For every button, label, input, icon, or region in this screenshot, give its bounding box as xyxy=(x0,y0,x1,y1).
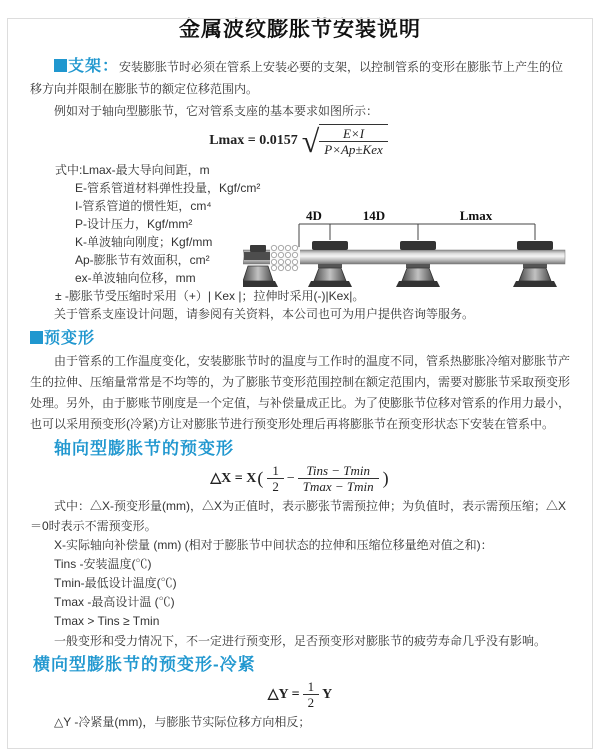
section-square-icon xyxy=(54,59,67,72)
lateral-numerator: 1 xyxy=(303,679,320,695)
formula-axial-prestrain xyxy=(0,463,600,494)
temp-denominator: Tmax − Tmin xyxy=(302,479,374,494)
support-example-line: 例如对于轴向型膨胀节，它对管系支座的基本要求如图所示： xyxy=(54,104,379,118)
support-intro-text: 安装膨胀节时必须在管系上安装必要的支架，以控制管系的变形在膨胀节上产生的位移方向并限制在膨胀节的额定位移范围内。 xyxy=(30,60,564,96)
axial-note-1-text: 式中：△X-预变形量(mm)，△X为正值时，表示膨张节需预拉伸；为负值时，表示需预压缩；△X＝0时表示不需预变形。 xyxy=(30,499,566,533)
formula-axial-temp-fraction xyxy=(298,463,379,494)
support-closing-line: 关于管系支座设计问题，请参阅有关资料，本公司也可为用户提供咨询等服务。 xyxy=(54,307,475,321)
definition-line: I-管系管道的惯性矩，cm⁴ xyxy=(75,199,212,213)
formula-lmax-lhs: Lmax = 0.0157 xyxy=(209,132,298,148)
prestrain-paragraph: 由于管系的工作温度变化，安装膨胀节时的温度与工作时的温度不同，管系热膨胀冷缩对膨胀节产生的拉伸、压缩量常常是不均等的，为了膨胀节变形范围控制在额定范围内，需要对膨胀节采取预变形处理。另外，由于膨账节刚度是一个定值，与补偿量成正比。为了使膨胀节位移对管系的作用力最小，也可以采用预变形(冷紧)方让对膨胀节进行预变形处理后再将膨胀节在预变形状态下安装在管系中。 xyxy=(30,354,571,431)
dimension-label-lmax: Lmax xyxy=(459,210,493,223)
formula-lmax xyxy=(0,124,600,157)
document-page xyxy=(0,16,600,753)
axial-definition-line: Tins -安装温度(℃) xyxy=(54,557,152,571)
prestrain-section xyxy=(0,351,600,435)
half-numerator: 1 xyxy=(267,463,284,479)
prestrain-section-heading xyxy=(0,329,600,349)
formula-lmax-fraction xyxy=(319,124,388,157)
section-square-icon xyxy=(30,331,43,344)
definition-line: Ap-膨胀节有效面积，cm² xyxy=(75,253,210,267)
formula-lateral-coldpull xyxy=(0,679,600,710)
lateral-note xyxy=(0,712,600,732)
formula-lmax-numerator: E×I xyxy=(319,126,388,142)
prestrain-heading-text: 预变形 xyxy=(44,330,96,347)
axial-subsection-heading: 轴向型膨胀节的预变形 xyxy=(54,439,234,458)
pipe-support-diagram xyxy=(243,210,590,305)
definition-line: ± -膨胀节受压缩时采用（+）| Kex |；拉伸时采用(-)|Kex|。 xyxy=(55,289,365,303)
dimension-label-14d: 14D xyxy=(362,210,386,223)
support-intro-paragraph xyxy=(30,56,570,100)
axial-note-1 xyxy=(0,496,600,536)
minus-operator: − xyxy=(286,470,295,486)
axial-note-2 xyxy=(0,631,600,651)
support-section xyxy=(0,56,600,122)
axial-definition-line: Tmax > Tins ≥ Tmin xyxy=(54,614,160,628)
half-denominator: 2 xyxy=(272,479,279,494)
lateral-subsection-heading: 横向型膨胀节的预变形-冷紧 xyxy=(33,655,256,674)
axial-note-2-text: 一般变形和受力情况下，不一定进行预变形，足否预变形对膨胀节的疲劳寿命几乎没有影响。 xyxy=(54,634,547,648)
temp-numerator: Tins − Tmin xyxy=(298,463,379,479)
axial-definition-list xyxy=(0,536,600,631)
formula-axial-half-fraction xyxy=(267,463,284,494)
sqrt-radical-icon: √ xyxy=(301,122,320,159)
definition-line: ex-单波轴向位移，mm xyxy=(75,271,196,285)
formula-lateral-rhs: Y xyxy=(322,686,333,702)
formula-lmax-denominator: P×Ap±Kex xyxy=(324,142,383,157)
definition-line: E-管系管道材料弹性投量，Kgf/cm² xyxy=(75,181,261,195)
page-title: 金属波纹膨胀节安装说明 xyxy=(179,18,421,41)
close-paren: ) xyxy=(382,468,389,488)
open-paren: ( xyxy=(257,468,264,488)
formula-lateral-lhs: △Y = xyxy=(267,687,300,702)
formula-axial-lhs: △X = X xyxy=(210,471,257,486)
support-heading: 支架： xyxy=(68,58,120,75)
axial-definition-line: X-实际轴向补偿量 (mm) (相对于膨胀节中间状态的拉伸和压缩位移量绝对值之和)： xyxy=(54,538,493,552)
bellows-icon xyxy=(270,245,300,270)
lateral-denominator: 2 xyxy=(307,695,315,710)
axial-definition-line: Tmax -最高设计温 (℃) xyxy=(54,595,175,609)
definition-line: P-设计压力，Kgf/mm² xyxy=(75,217,193,231)
formula-lateral-fraction xyxy=(303,679,320,710)
dimension-label-4d: 4D xyxy=(306,210,322,223)
axial-definition-line: Tmin-最低设计温度(℃) xyxy=(54,576,177,590)
definition-line: 式中:Lmax-最大导向间距，m xyxy=(55,163,210,177)
definition-line: K-单波轴向刚度；Kgf/mm xyxy=(75,235,213,249)
lateral-note-text: △Y -冷紧量(mm)，与膨胀节实际位移方向相反； xyxy=(54,715,311,729)
